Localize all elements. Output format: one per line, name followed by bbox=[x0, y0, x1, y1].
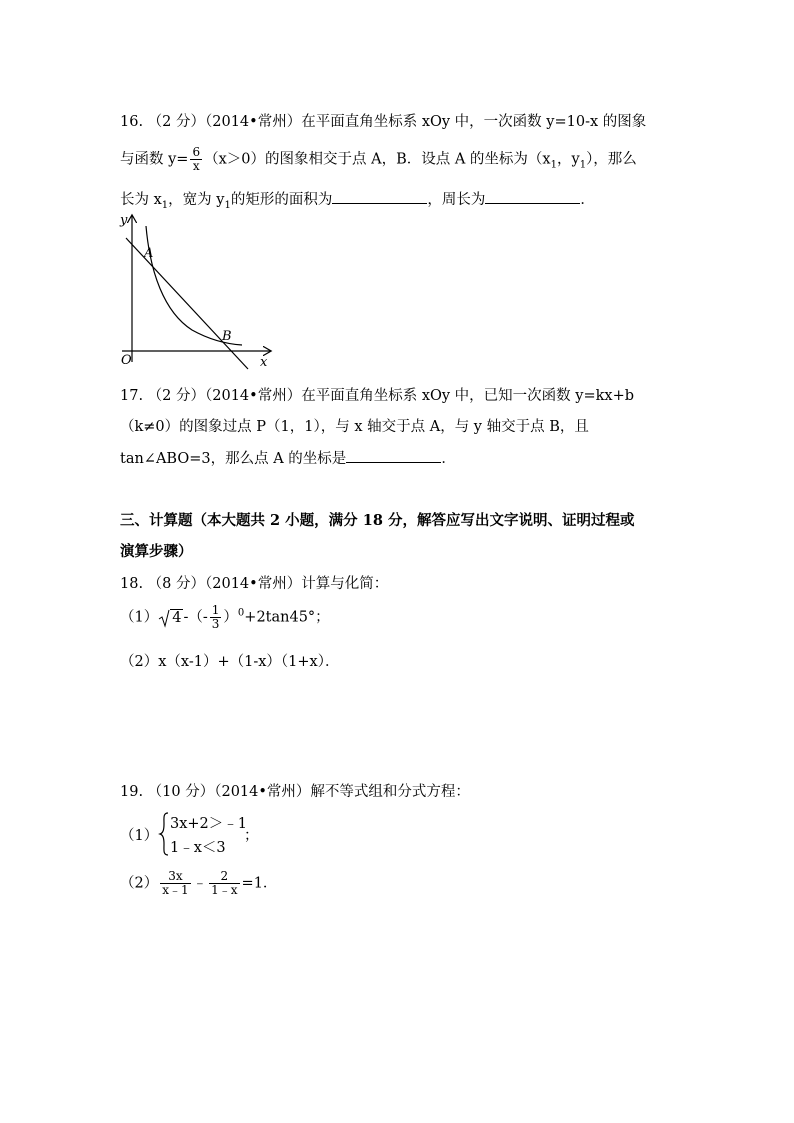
q16-sub-y1: 1 bbox=[579, 159, 587, 171]
q17-line-1: 17. （2 分）（2014•常州）在平面直角坐标系 xOy 中，已知一次函数 y=kx+b bbox=[120, 388, 635, 404]
q16-line2-post: （x＞0）的图象相交于点 A，B．设点 A 的坐标为（x bbox=[204, 151, 551, 168]
q19-title: 19. （10 分）（2014•常州）解不等式组和分式方程： bbox=[120, 784, 470, 800]
q17-answer-blank[interactable] bbox=[346, 450, 441, 463]
q19-f2-num: 2 bbox=[220, 869, 229, 883]
q19-sys-end: ； bbox=[244, 828, 259, 844]
q16-line2-mid: ，y bbox=[556, 151, 580, 168]
q16-line3-b: ，宽为 y bbox=[168, 192, 225, 208]
q19-f2-den: 1﹣x bbox=[211, 883, 238, 897]
q17-line-3 bbox=[120, 447, 456, 468]
q18-exponent: 0 bbox=[237, 607, 245, 619]
q16-line2-end: ），那么 bbox=[586, 151, 637, 168]
q18-title: 18. （8 分）（2014•常州）计算与化简： bbox=[120, 576, 389, 592]
q19-part2 bbox=[120, 870, 277, 897]
q19-left-brace bbox=[158, 812, 170, 856]
q17-line-2: （k≠0）的图象过点 P（1，1），与 x 轴交于点 A，与 y 轴交于点 B，且 bbox=[120, 419, 589, 435]
q19-fraction-2 bbox=[209, 870, 239, 897]
q19-p2-label: （2） bbox=[120, 875, 159, 892]
q16-line-2 bbox=[120, 146, 637, 173]
q18-frac-den: 3 bbox=[211, 617, 220, 631]
q16-line3-d: ，周长为 bbox=[427, 192, 486, 208]
q18-fraction bbox=[210, 604, 222, 631]
q16-line3-e: ． bbox=[580, 192, 595, 208]
q19-minus: ﹣ bbox=[192, 875, 208, 892]
q16-sub-x1: 1 bbox=[550, 159, 557, 171]
q18-part2: （2）x（x-1）+（1-x）（1+x）． bbox=[120, 654, 340, 670]
q17-line3-a: tan∠ABO=3，那么点 A 的坐标是 bbox=[120, 451, 347, 467]
q18-frac-num: 1 bbox=[211, 603, 220, 617]
q16-fraction bbox=[190, 146, 202, 173]
q16-line-1: 16. （2 分）（2014•常州）在平面直角坐标系 xOy 中，一次函数 y=10-x 的图象 bbox=[120, 114, 647, 130]
q18-p1-mid: -（- bbox=[183, 609, 208, 626]
q18-part1 bbox=[120, 604, 330, 631]
q18-p1-tail: +2tan45°； bbox=[244, 609, 330, 626]
graph-label-o: O bbox=[121, 353, 132, 368]
q16-area-blank[interactable] bbox=[332, 191, 427, 204]
q16-line3-a: 长为 x bbox=[120, 192, 162, 208]
graph-label-y: y bbox=[120, 213, 128, 228]
q18-p1-end: ） bbox=[223, 609, 238, 626]
q19-sys-row2: 1﹣x＜3 bbox=[170, 840, 226, 856]
q19-f1-num: 3x bbox=[168, 869, 183, 883]
graph-label-a: A bbox=[144, 246, 154, 261]
q18-sqrt bbox=[158, 610, 183, 626]
inverse-function-curve bbox=[146, 226, 242, 345]
section3-heading-2: 演算步骤） bbox=[120, 543, 193, 560]
q16-frac-den: x bbox=[190, 159, 202, 173]
q19-fraction-1 bbox=[160, 870, 190, 897]
q19-sys-row1: 3x+2＞﹣1 bbox=[170, 816, 248, 832]
q16-line-3 bbox=[120, 188, 595, 211]
q18-p1-label: （1） bbox=[120, 609, 159, 626]
q17-line3-b: ． bbox=[441, 451, 456, 467]
q19-p2-end: =1． bbox=[241, 875, 278, 892]
q16-line3-sub2: 1 bbox=[224, 199, 231, 211]
graph-label-x: x bbox=[260, 355, 268, 370]
section3-heading-1: 三、计算题（本大题共 2 小题，满分 18 分，解答应写出文字说明、证明过程或 bbox=[120, 512, 635, 529]
q16-line3-c: 的矩形的面积为 bbox=[230, 192, 333, 208]
q18-radicand: 4 bbox=[172, 609, 182, 626]
graph-label-b: B bbox=[222, 329, 232, 344]
q16-perimeter-blank[interactable] bbox=[485, 191, 580, 204]
q19-p1-label: （1） bbox=[120, 828, 159, 844]
q19-f1-den: x﹣1 bbox=[162, 883, 189, 897]
q16-line2-pre: 与函数 y= bbox=[120, 151, 189, 168]
q16-graph bbox=[112, 212, 282, 372]
q16-frac-num: 6 bbox=[192, 145, 201, 159]
q16-line3-sub1: 1 bbox=[161, 199, 169, 211]
